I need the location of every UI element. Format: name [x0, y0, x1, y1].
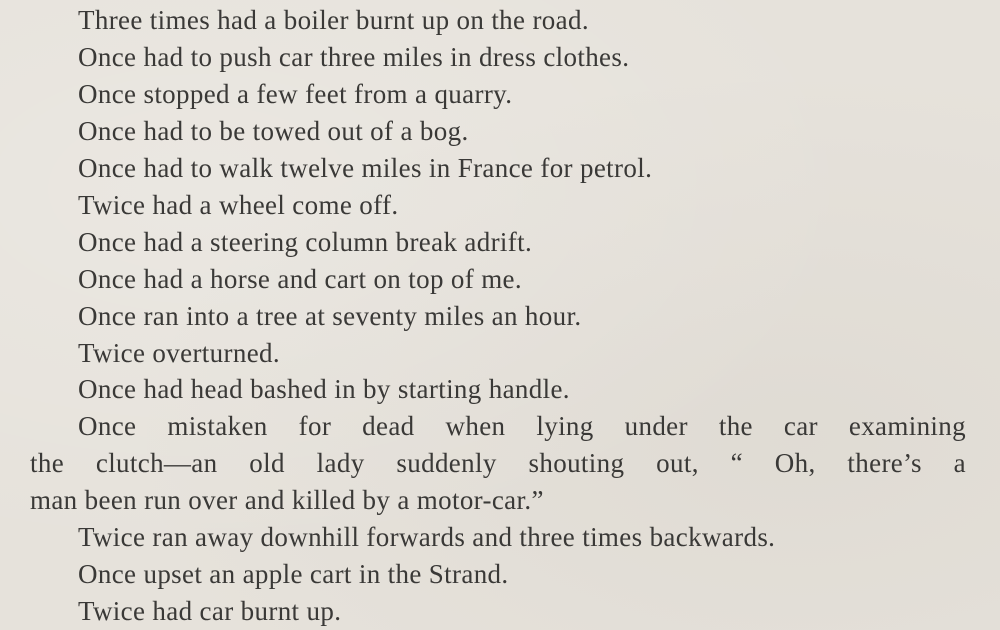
- text-line: Once upset an apple cart in the Strand.: [78, 559, 509, 589]
- text-line: Once ran into a tree at seventy miles an hour.: [78, 301, 582, 331]
- text-line: Once stopped a few feet from a quarry.: [78, 79, 513, 109]
- text-line: the clutch—an old lady suddenly shouting out, “ Oh, there’s a: [30, 448, 966, 478]
- text-line: Three times had a boiler burnt up on the road.: [78, 5, 589, 35]
- text-line: Twice had car burnt up.: [78, 596, 342, 626]
- text-line: Twice had a wheel come off.: [78, 190, 399, 220]
- text-line: Twice ran away downhill forwards and three times backwards.: [78, 522, 776, 552]
- text-line: Once had a horse and cart on top of me.: [78, 264, 522, 294]
- text-line: Once had to be towed out of a bog.: [78, 116, 469, 146]
- text-line: Once had to walk twelve miles in France for petrol.: [78, 153, 653, 183]
- text-line: Once mistaken for dead when lying under the car examining: [78, 411, 966, 441]
- text-line: man been run over and killed by a motor-car.”: [30, 485, 544, 515]
- text-line: Once had a steering column break adrift.: [78, 227, 533, 257]
- text-line: Once had to push car three miles in dress clothes.: [78, 42, 630, 72]
- text-line: Once had head bashed in by starting handle.: [78, 374, 570, 404]
- text-line: Twice overturned.: [78, 338, 280, 368]
